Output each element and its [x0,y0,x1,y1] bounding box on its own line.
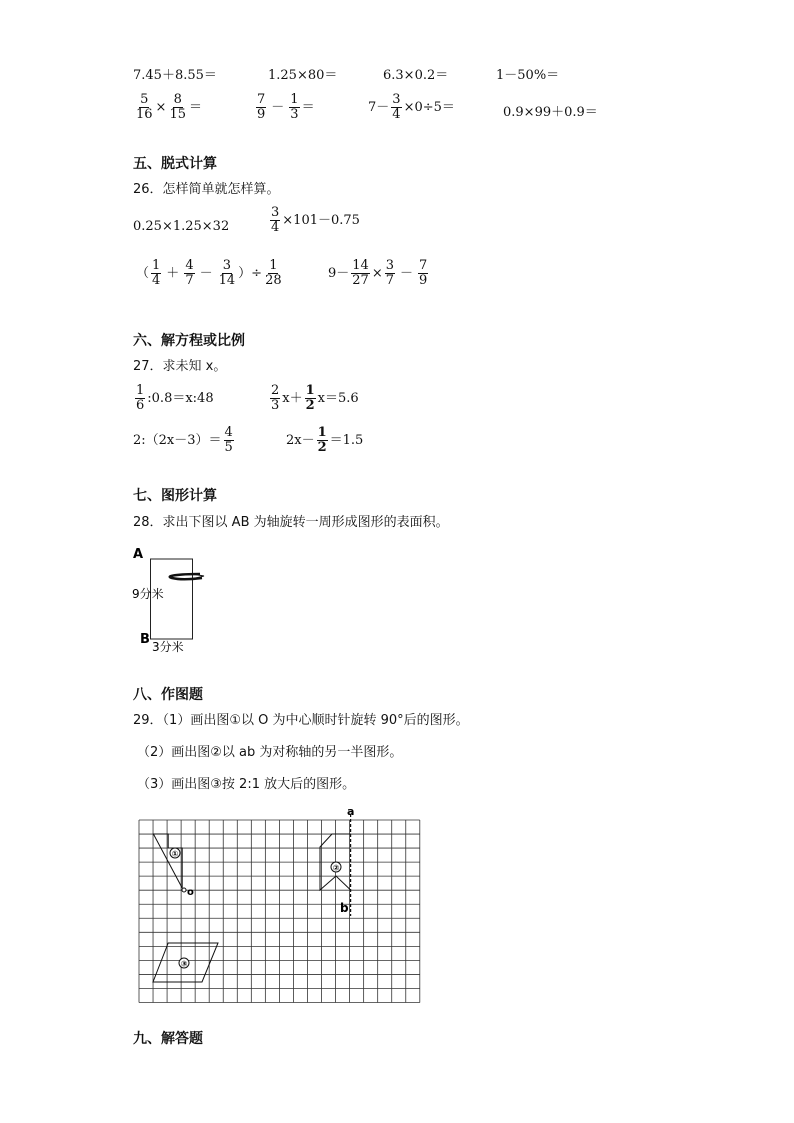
q26-expr-3: （ $\frac{1}{4}$ ＋ $\frac{4}{7}$ － $\frac{3}{14}$ ）÷ $\frac{1}{28}$ [136,258,282,288]
rotation-arrow-icon [170,574,204,579]
calc-6: $\frac{7}{9}$ － $\frac{1}{3}$ ＝ [257,92,315,122]
grid-lines [139,820,420,1003]
width-label: 3分米 [152,640,184,654]
drawing-grid [125,800,425,1005]
section-9-title: 九、解答题 [133,1031,203,1047]
figure-1-shape [153,834,182,888]
calc-2: 1.25×80＝ [268,68,338,83]
section-8-title: 八、作图题 [133,687,203,703]
question-29-1: 29．（1）画出图①以 O 为中心顺时针旋转 90°后的图形。 [133,713,469,728]
q26-expr-1: 0.25×1.25×32 [133,219,230,234]
label-a: A [133,547,144,562]
figure-3-label: ③ [180,959,188,969]
q27-eq-2: $\frac{2}{3}$ x＋ $\frac{1}{2}$ x＝5.6 [271,383,359,413]
q27-eq-4: 2x－ $\frac{1}{2}$ ＝1.5 [286,425,364,455]
q26-expr-4: 9－ $\frac{14}{27}$ × $\frac{3}{7}$ － $\frac{7}{9}$ [328,258,428,288]
calc-4: 1－50%＝ [496,68,560,83]
calc-3: 6.3×0.2＝ [383,68,449,83]
question-29-3: （3）画出图③按 2:1 放大后的图形。 [137,777,356,792]
section-6-title: 六、解方程或比例 [133,333,245,349]
figure-1-label: ① [171,849,179,859]
calc-8: 0.9×99＋0.9＝ [503,105,598,120]
q26-expr-2: $\frac{3}{4}$ ×101－0.75 [271,205,360,235]
section-5-title: 五、脱式计算 [133,156,217,172]
question-28: 28．求出下图以 AB 为轴旋转一周形成图形的表面积。 [133,515,449,530]
calc-5: $\frac{5}{16}$ × $\frac{8}{15}$ ＝ [136,92,203,122]
rectangle-figure [128,543,218,655]
question-29-2: （2）画出图②以 ab 为对称轴的另一半图形。 [137,745,403,760]
figure-2-label: ② [332,863,340,873]
point-o [182,888,186,892]
axis-label-b: b [340,901,349,915]
point-o-label: o [187,887,194,898]
calc-7: 7－ $\frac{3}{4}$ ×0÷5＝ [368,92,455,122]
question-27: 27．求未知 x。 [133,359,227,374]
height-label: 9分米 [132,587,164,601]
question-26: 26．怎样简单就怎样算。 [133,182,280,197]
calc-1: 7.45＋8.55＝ [133,68,217,83]
q27-eq-1: $\frac{1}{6}$ :0.8＝x:48 [136,383,214,413]
label-b: B [140,632,150,647]
section-7-title: 七、图形计算 [133,488,217,504]
q27-eq-3: 2:（2x－3）＝ $\frac{4}{5}$ [133,425,233,455]
axis-label-a: a [347,805,355,818]
